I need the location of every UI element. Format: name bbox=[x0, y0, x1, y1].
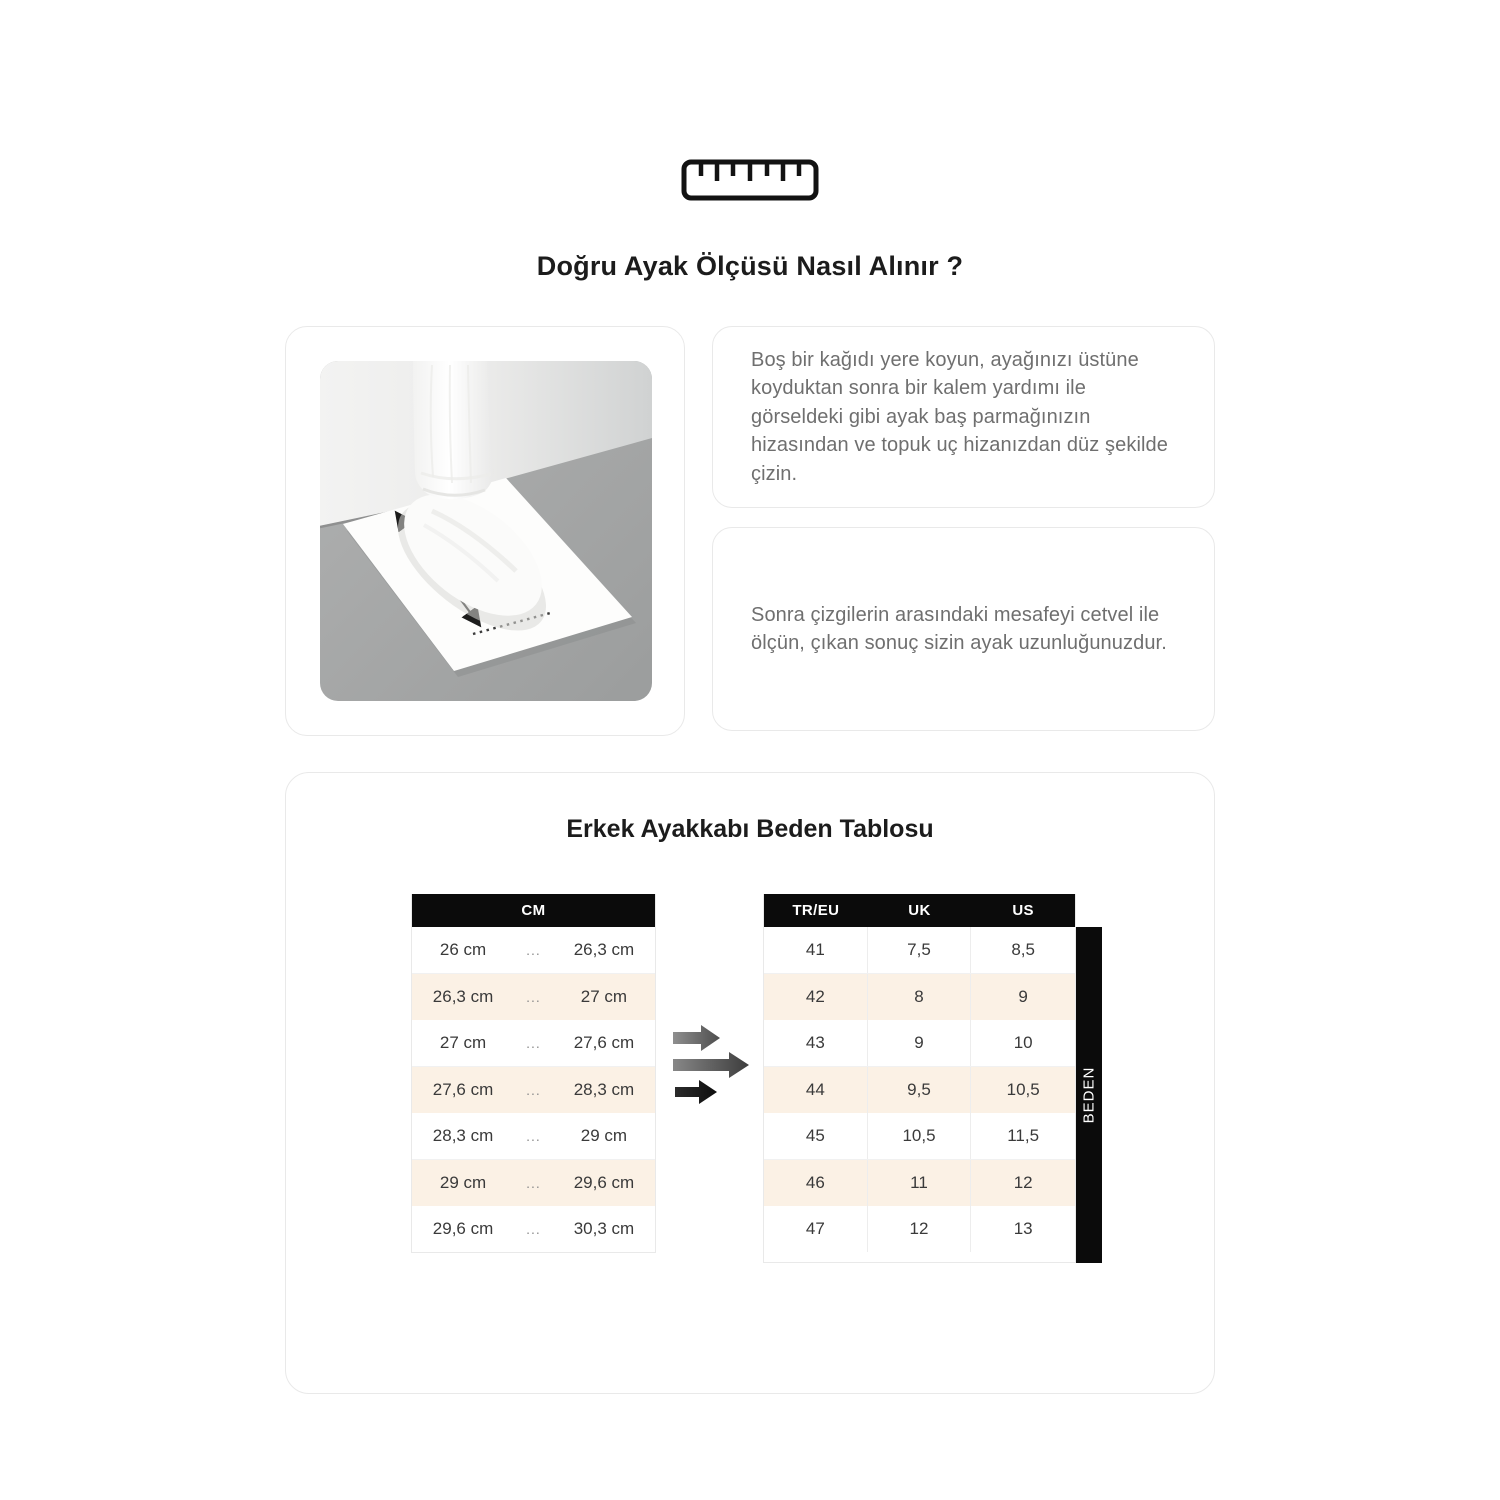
size-tr-eu: 41 bbox=[764, 927, 868, 973]
size-chart-card bbox=[285, 772, 1215, 1394]
size-tr-eu: 45 bbox=[764, 1113, 868, 1159]
ruler-icon bbox=[285, 158, 1215, 207]
table-row bbox=[764, 1206, 1075, 1252]
table-row bbox=[412, 1113, 655, 1160]
cm-to: 27 cm bbox=[580, 987, 628, 1006]
size-chart-title: Erkek Ayakkabı Beden Tablosu bbox=[566, 815, 934, 843]
size-uk: 12 bbox=[868, 1206, 972, 1252]
size-us: 10 bbox=[1013, 1033, 1033, 1052]
table-row bbox=[412, 1206, 655, 1252]
size-tables-row bbox=[286, 894, 1214, 1263]
size-uk: 8 bbox=[868, 974, 972, 1020]
cm-to: 29,6 cm bbox=[573, 1173, 635, 1192]
size-uk: 7,5 bbox=[868, 927, 972, 973]
cm-to: 30,3 cm bbox=[573, 1219, 635, 1238]
page-title: Doğru Ayak Ölçüsü Nasıl Alınır ? bbox=[536, 251, 964, 281]
size-tr-eu: 43 bbox=[764, 1020, 868, 1066]
range-dots: ... bbox=[526, 1128, 541, 1144]
table-row bbox=[764, 1113, 1075, 1160]
size-us: 13 bbox=[1013, 1219, 1033, 1238]
size-uk: 11 bbox=[868, 1160, 972, 1206]
size-tr-eu: 42 bbox=[764, 974, 868, 1020]
size-table-wrap bbox=[763, 894, 1102, 1263]
cm-from: 26,3 cm bbox=[432, 987, 494, 1006]
beden-label: BEDEN bbox=[1080, 1066, 1098, 1124]
table-row bbox=[764, 1020, 1075, 1067]
foot-measurement-photo bbox=[320, 361, 652, 701]
size-us: 11,5 bbox=[1007, 1126, 1040, 1145]
size-uk: 9 bbox=[868, 1020, 972, 1066]
instruction-card-1 bbox=[712, 326, 1215, 508]
size-tr-eu: 47 bbox=[764, 1206, 868, 1252]
table-row bbox=[764, 1067, 1075, 1113]
size-table-header bbox=[764, 894, 1075, 927]
instruction-text-1: Boş bir kağıdı yere koyun, ayağınızı üstüne koyduktan sonra bir kalem yardımı ile görseldeki gibi ayak baş parmağınızın hizasından ve topuk uç hizanızdan düz şekilde çizin. bbox=[751, 348, 1168, 485]
cm-from: 28,3 cm bbox=[432, 1126, 494, 1145]
cm-table bbox=[411, 894, 656, 1253]
instructions-column bbox=[712, 326, 1215, 731]
table-row bbox=[764, 974, 1075, 1020]
size-uk: 9,5 bbox=[868, 1067, 972, 1113]
how-to-section bbox=[285, 326, 1215, 736]
col-header-tr-eu: TR/EU bbox=[792, 902, 840, 919]
cm-to: 29 cm bbox=[580, 1126, 628, 1145]
cm-from: 29,6 cm bbox=[432, 1219, 494, 1238]
cm-from: 29 cm bbox=[439, 1173, 487, 1192]
range-dots: ... bbox=[526, 1082, 541, 1098]
table-row bbox=[764, 927, 1075, 974]
cm-to: 26,3 cm bbox=[573, 940, 635, 959]
table-row bbox=[412, 1067, 655, 1113]
cm-to: 28,3 cm bbox=[573, 1080, 635, 1099]
range-dots: ... bbox=[526, 1035, 541, 1051]
range-dots: ... bbox=[526, 942, 541, 958]
size-us: 8,5 bbox=[1011, 940, 1035, 959]
beden-side-bar bbox=[1076, 927, 1102, 1263]
size-us: 10,5 bbox=[1006, 1080, 1040, 1099]
table-row bbox=[412, 1160, 655, 1206]
size-us: 12 bbox=[1013, 1173, 1033, 1192]
cm-table-header: CM bbox=[412, 894, 655, 927]
cm-from: 26 cm bbox=[439, 940, 487, 959]
range-dots: ... bbox=[526, 989, 541, 1005]
table-row bbox=[412, 1020, 655, 1067]
table-row bbox=[764, 1160, 1075, 1206]
transfer-arrows-icon bbox=[656, 894, 763, 1106]
cm-from: 27 cm bbox=[439, 1033, 487, 1052]
range-dots: ... bbox=[526, 1221, 541, 1237]
size-tr-eu: 46 bbox=[764, 1160, 868, 1206]
size-table bbox=[763, 894, 1076, 1263]
col-header-uk: UK bbox=[908, 902, 931, 919]
table-row bbox=[412, 974, 655, 1020]
size-guide-page bbox=[285, 0, 1215, 1394]
size-tr-eu: 44 bbox=[764, 1067, 868, 1113]
table-row bbox=[412, 927, 655, 974]
cm-from: 27,6 cm bbox=[432, 1080, 494, 1099]
col-header-us: US bbox=[1012, 902, 1034, 919]
cm-to: 27,6 cm bbox=[573, 1033, 635, 1052]
foot-photo-card bbox=[285, 326, 685, 736]
size-us: 9 bbox=[1018, 987, 1028, 1006]
size-uk: 10,5 bbox=[868, 1113, 972, 1159]
instruction-card-2 bbox=[712, 527, 1215, 731]
range-dots: ... bbox=[526, 1175, 541, 1191]
instruction-text-2: Sonra çizgilerin arasındaki mesafeyi cetvel ile ölçün, çıkan sonuç sizin ayak uzunluğunuzdur. bbox=[751, 603, 1167, 654]
